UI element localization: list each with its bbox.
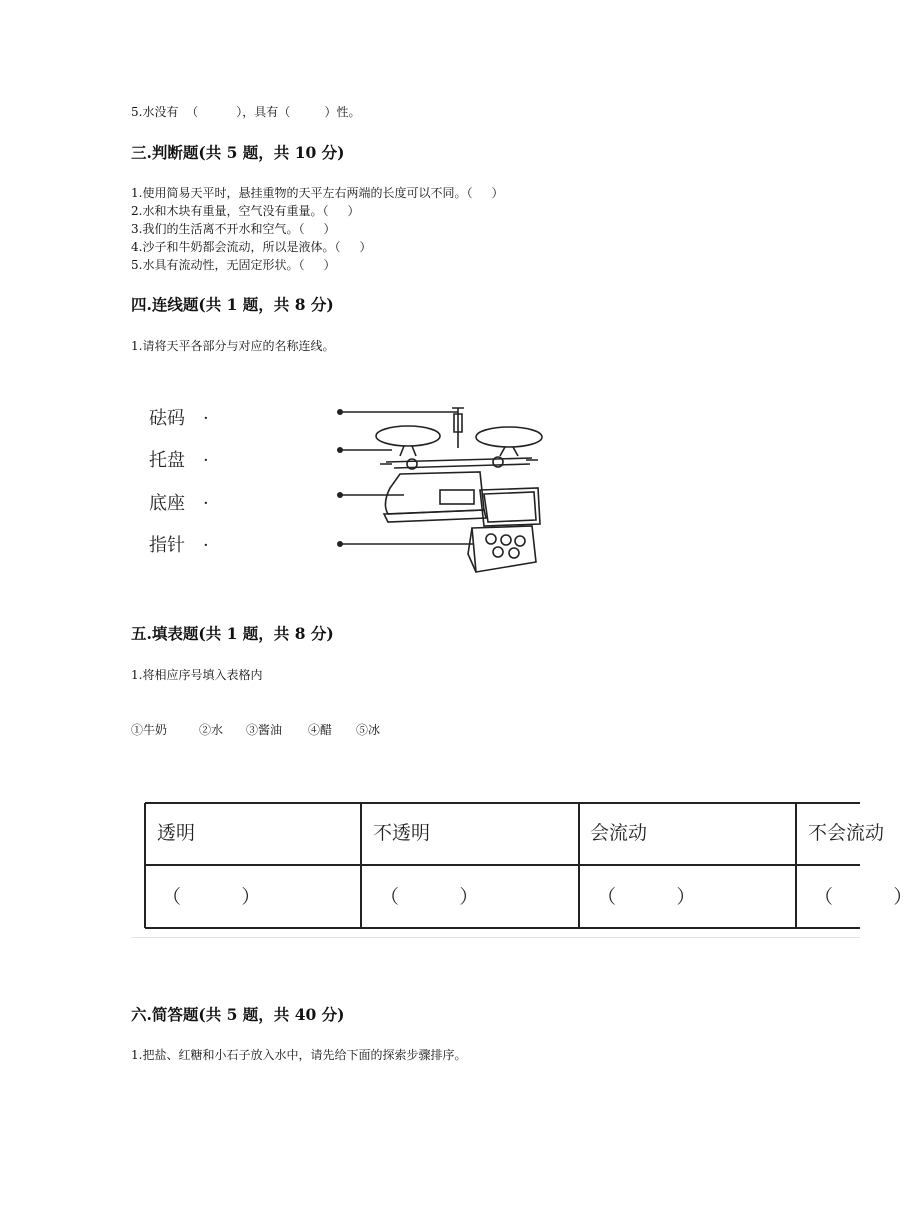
label-tray: 托盘 [149,450,185,471]
leader-end-1 [337,409,343,415]
table-blank-4: （ ） [814,886,912,908]
table-blank-3: （ ） [597,886,696,908]
match-dot-1: · [203,408,209,429]
scale-base [385,472,484,514]
table-blank-1: （ ） [162,886,261,908]
leader-end-4 [337,541,343,547]
table-header-flows: 会流动 [590,822,648,844]
answer-table-cells [144,802,912,930]
option-milk: ①牛奶 [131,723,168,737]
match-dot-4: · [203,535,209,556]
label-pointer: 指针 [149,535,185,556]
question-5-1: 1.将相应序号填入表格内 [131,668,263,682]
left-tray [376,426,440,446]
section-6-heading: 六.简答题(共 5 题，共 40 分) [131,1005,345,1024]
question-6-1: 1.把盐、红糖和小石子放入水中，请先给下面的探索步骤排序。 [131,1048,467,1062]
balance-scale-illustration [300,392,560,582]
option-vinegar: ④醋 [308,723,333,737]
match-dot-3: · [203,493,209,514]
question-2-5: 5.水没有 （ ），具有（ ）性。 [131,105,361,119]
leader-end-3 [337,492,343,498]
table-header-transparent: 透明 [157,822,196,844]
leader-end-2 [337,447,343,453]
right-tray [476,427,542,447]
pointer-post [452,408,464,448]
weight-box [472,526,536,572]
question-3-5: 5.水具有流动性，无固定形状。（ ） [131,258,336,272]
label-weights: 砝码 [149,408,185,429]
section-4-heading: 四.连线题(共 1 题，共 8 分) [131,295,334,314]
question-4-1: 1.请将天平各部分与对应的名称连线。 [131,339,335,353]
table-bottom-shadow [131,937,860,938]
question-3-3: 3.我们的生活离不开水和空气。（ ） [131,222,336,236]
question-3-2: 2.水和木块有重量，空气没有重量。（ ） [131,204,360,218]
question-3-4: 4.沙子和牛奶都会流动，所以是液体。（ ） [131,240,372,254]
table-header-opaque: 不透明 [373,822,431,844]
question-3-1: 1.使用简易天平时，悬挂重物的天平左右两端的长度可以不同。（ ） [131,186,504,200]
table-header-not-flow: 不会流动 [808,822,885,844]
section-5-heading: 五.填表题(共 1 题，共 8 分) [131,624,334,643]
option-ice: ⑤冰 [356,723,381,737]
option-water: ②水 [199,723,224,737]
section-3-heading: 三.判断题(共 5 题，共 10 分) [131,143,345,162]
option-soy-sauce: ③酱油 [246,723,283,737]
table-blank-2: （ ） [380,886,479,908]
match-dot-2: · [203,450,209,471]
label-base: 底座 [149,493,185,514]
